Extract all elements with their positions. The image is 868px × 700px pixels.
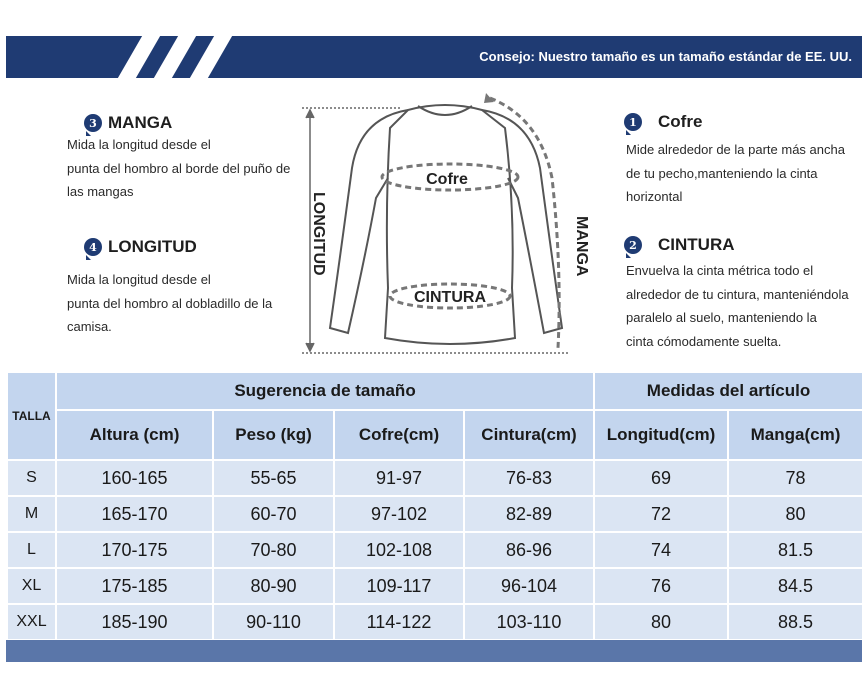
banner-tip: Consejo: Nuestro tamaño es un tamaño estándar de EE. UU. — [479, 49, 852, 64]
table-cell: 88.5 — [728, 604, 863, 640]
column-header: Altura (cm) — [56, 410, 213, 460]
desc-line: Envuelva la cinta métrica todo el — [626, 263, 814, 278]
column-header: Peso (kg) — [213, 410, 334, 460]
manga-title: MANGA — [108, 113, 173, 132]
size-cell: XXL — [7, 604, 56, 640]
table-row — [7, 604, 863, 640]
cintura-title: CINTURA — [658, 235, 735, 254]
table-cell: 72 — [594, 496, 728, 532]
cofre-heading — [624, 112, 702, 132]
table-cell: 165-170 — [56, 496, 213, 532]
cofre-label: Cofre — [426, 171, 468, 188]
longitud-description — [67, 268, 272, 339]
table-column-header — [7, 410, 863, 460]
cintura-description — [626, 259, 849, 353]
column-header: Manga(cm) — [728, 410, 863, 460]
size-cell: L — [7, 532, 56, 568]
longitud-heading — [84, 237, 197, 257]
number-4-icon: 4 — [84, 238, 102, 256]
banner-stripe — [154, 36, 196, 78]
table-cell: 84.5 — [728, 568, 863, 604]
medidas-header: Medidas del artículo — [594, 372, 863, 410]
manga-description — [67, 133, 290, 204]
table-cell: 76 — [594, 568, 728, 604]
table-cell: 78 — [728, 460, 863, 496]
sugerencia-header: Sugerencia de tamaño — [56, 372, 594, 410]
table-cell: 109-117 — [334, 568, 464, 604]
table-cell: 80 — [594, 604, 728, 640]
table-cell: 90-110 — [213, 604, 334, 640]
table-cell: 70-80 — [213, 532, 334, 568]
table-cell: 114-122 — [334, 604, 464, 640]
desc-line: punta del hombro al borde del puño de — [67, 160, 291, 176]
table-cell: 175-185 — [56, 568, 213, 604]
table-cell: 60-70 — [213, 496, 334, 532]
manga-heading — [84, 113, 172, 133]
table-cell: 160-165 — [56, 460, 213, 496]
table-cell: 86-96 — [464, 532, 594, 568]
table-cell: 76-83 — [464, 460, 594, 496]
longitud-arrow-head-bottom — [306, 343, 314, 351]
shirt-collar — [418, 106, 472, 115]
longitud-title: LONGITUD — [108, 237, 197, 256]
size-cell: S — [7, 460, 56, 496]
table-row — [7, 460, 863, 496]
cofre-description — [626, 138, 845, 209]
manga-label: MANGA — [573, 216, 590, 277]
size-table — [6, 371, 862, 641]
table-cell: 96-104 — [464, 568, 594, 604]
cintura-label: CINTURA — [414, 289, 486, 306]
footer-bar — [6, 640, 862, 662]
table-group-header — [7, 372, 863, 410]
table-cell: 74 — [594, 532, 728, 568]
top-banner — [6, 36, 862, 78]
desc-line: cinta cómodamente suelta. — [626, 333, 782, 349]
table-cell: 185-190 — [56, 604, 213, 640]
desc-line: las mangas — [67, 184, 134, 199]
desc-line: Mida la longitud desde el — [67, 272, 211, 287]
number-2-icon: 2 — [624, 236, 642, 254]
table-cell: 55-65 — [213, 460, 334, 496]
table-row — [7, 496, 863, 532]
size-cell: M — [7, 496, 56, 532]
number-1-icon: 1 — [624, 113, 642, 131]
cofre-title: Cofre — [658, 112, 703, 131]
desc-line: camisa. — [67, 319, 112, 334]
banner-stripe — [190, 36, 232, 78]
desc-line: horizontal — [626, 189, 683, 204]
table-cell: 81.5 — [728, 532, 863, 568]
table-cell: 170-175 — [56, 532, 213, 568]
desc-line: de tu pecho,manteniendo la cinta — [626, 165, 818, 181]
table-row — [7, 532, 863, 568]
table-cell: 103-110 — [464, 604, 594, 640]
table-cell: 80 — [728, 496, 863, 532]
table-cell: 97-102 — [334, 496, 464, 532]
shirt-diagram — [290, 88, 610, 370]
table-cell: 82-89 — [464, 496, 594, 532]
column-header: Cofre(cm) — [334, 410, 464, 460]
longitud-label: LONGITUD — [310, 192, 327, 276]
left-sleeve-outline — [330, 110, 408, 333]
longitud-arrow-head-top — [306, 110, 314, 118]
desc-line: paralelo al suelo, manteniendo la — [626, 310, 817, 325]
talla-header: TALLA — [7, 372, 56, 460]
desc-line: Mida la longitud desde el — [67, 137, 211, 152]
number-3-icon: 3 — [84, 114, 102, 132]
desc-line: Mide alrededor de la parte más ancha — [626, 142, 845, 157]
desc-line: alrededor de tu cintura, manteniéndola — [626, 286, 849, 302]
table-cell: 69 — [594, 460, 728, 496]
column-header: Longitud(cm) — [594, 410, 728, 460]
table-cell: 102-108 — [334, 532, 464, 568]
table-cell: 91-97 — [334, 460, 464, 496]
banner-stripe — [118, 36, 160, 78]
table-row — [7, 568, 863, 604]
manga-arrow-path — [490, 98, 559, 348]
size-cell: XL — [7, 568, 56, 604]
table-cell: 80-90 — [213, 568, 334, 604]
right-sleeve-outline — [482, 110, 562, 333]
cintura-heading — [624, 235, 735, 255]
column-header: Cintura(cm) — [464, 410, 594, 460]
desc-line: punta del hombro al dobladillo de la — [67, 295, 273, 311]
